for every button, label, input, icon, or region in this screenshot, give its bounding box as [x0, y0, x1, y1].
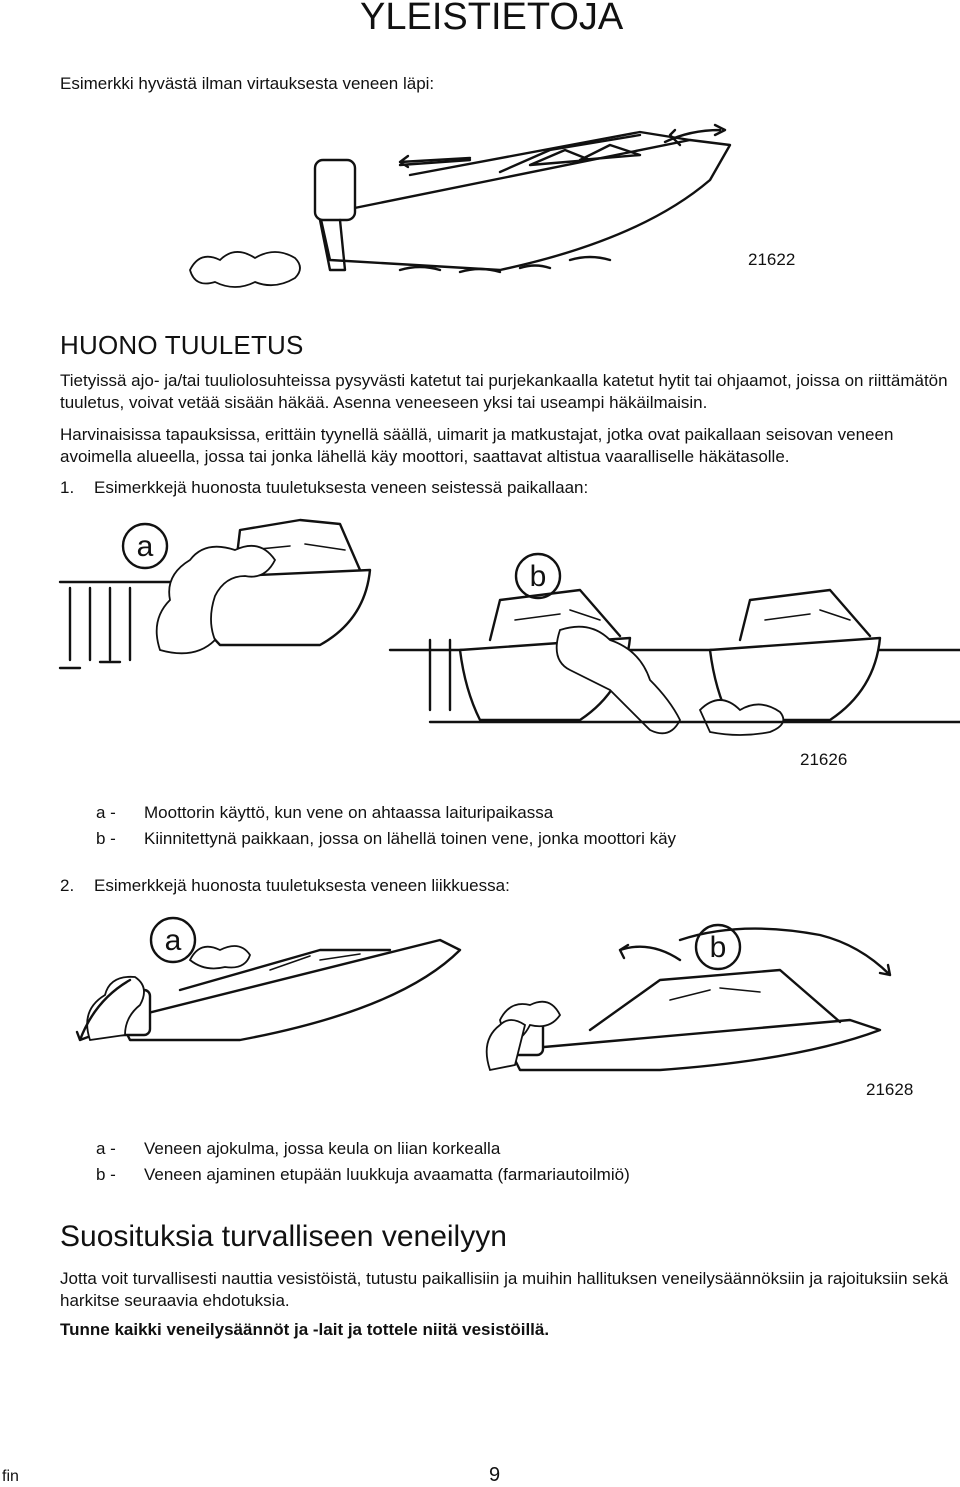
legend-text: Veneen ajokulma, jossa keula on liian korkealla — [144, 1139, 501, 1158]
figure-2-label-a: a — [136, 530, 154, 563]
page-title: YLEISTIETOJA — [360, 0, 624, 38]
bold-rule-line: Tunne kaikki veneilysäännöt ja -lait ja tottele niitä vesistöillä. — [60, 1320, 550, 1339]
figure-number-2: 21626 — [800, 750, 848, 769]
section-heading-poor-ventilation: HUONO TUULETUS — [60, 330, 304, 360]
step-2-text: Esimerkkejä huonosta tuuletuksesta veneen liikkuessa: — [94, 876, 510, 895]
boat-illustration-moving — [60, 910, 940, 1080]
step-2-number: 2. — [60, 876, 75, 895]
paragraph-safe-boating: Jotta voit turvallisesti nauttia vesistöistä, tutustu paikallisiin ja muihin hallituksen veneilysäännöksiin ja rajoituksiin sekä harkitse seuraavia ehdotuksia. — [60, 1269, 949, 1310]
step-1-number: 1. — [60, 478, 75, 497]
figure-number-3: 21628 — [866, 1080, 914, 1099]
legend-key: b - — [96, 829, 116, 848]
paragraph-poor-ventilation-1: Tietyissä ajo- ja/tai tuuliolosuhteissa pysyvästi katetut tai purjekankaalla katetut hytit tai ohjaamot, joissa on riittämätön tuuletus, voivat vetää sisään häkää. Asenna veneeseen yksi tai useampi häkäilmaisin. — [60, 371, 948, 412]
figure-3-label-a: a — [164, 924, 182, 957]
legend-key: a - — [96, 803, 116, 822]
section-heading-safe-boating: Suosituksia turvalliseen veneilyyn — [60, 1220, 507, 1253]
legend-item — [96, 826, 676, 852]
legend-key: a - — [96, 1139, 116, 1158]
step-1-text: Esimerkkejä huonosta tuuletuksesta veneen seistessä paikallaan: — [94, 478, 589, 497]
intro-text: Esimerkki hyvästä ilman virtauksesta veneen läpi: — [60, 74, 435, 93]
legend-text: Moottorin käyttö, kun vene on ahtaassa laituripaikassa — [144, 803, 554, 822]
boat-illustration-good-airflow — [170, 120, 790, 300]
legend-key: b - — [96, 1165, 116, 1184]
step-2 — [60, 876, 510, 896]
figure-2-label-b: b — [529, 560, 547, 593]
boat-illustration-stationary — [60, 510, 960, 750]
footer-language: fin — [2, 1468, 19, 1485]
figure-number-1: 21622 — [748, 250, 796, 269]
legend-item — [96, 1136, 630, 1162]
footer-page-number: 9 — [489, 1464, 501, 1486]
legend-item — [96, 800, 676, 826]
legend-item — [96, 1162, 630, 1188]
legend-text: Veneen ajaminen etupään luukkuja avaamatta (farmariautoilmiö) — [144, 1165, 630, 1184]
legend-moving — [96, 1136, 630, 1188]
legend-text: Kiinnitettynä paikkaan, jossa on lähellä toinen vene, jonka moottori käy — [144, 829, 677, 848]
step-1 — [60, 478, 588, 498]
figure-3-label-b: b — [709, 931, 727, 964]
paragraph-poor-ventilation-2: Harvinaisissa tapauksissa, erittäin tyynellä säällä, uimarit ja matkustajat, jotka ovat paikallaan seisovan veneen avoimella alueella, jossa tai jonka lähellä käy moottori, saattavat altistua vaaralliselle häkätasolle. — [60, 425, 894, 466]
legend-stationary — [96, 800, 676, 852]
